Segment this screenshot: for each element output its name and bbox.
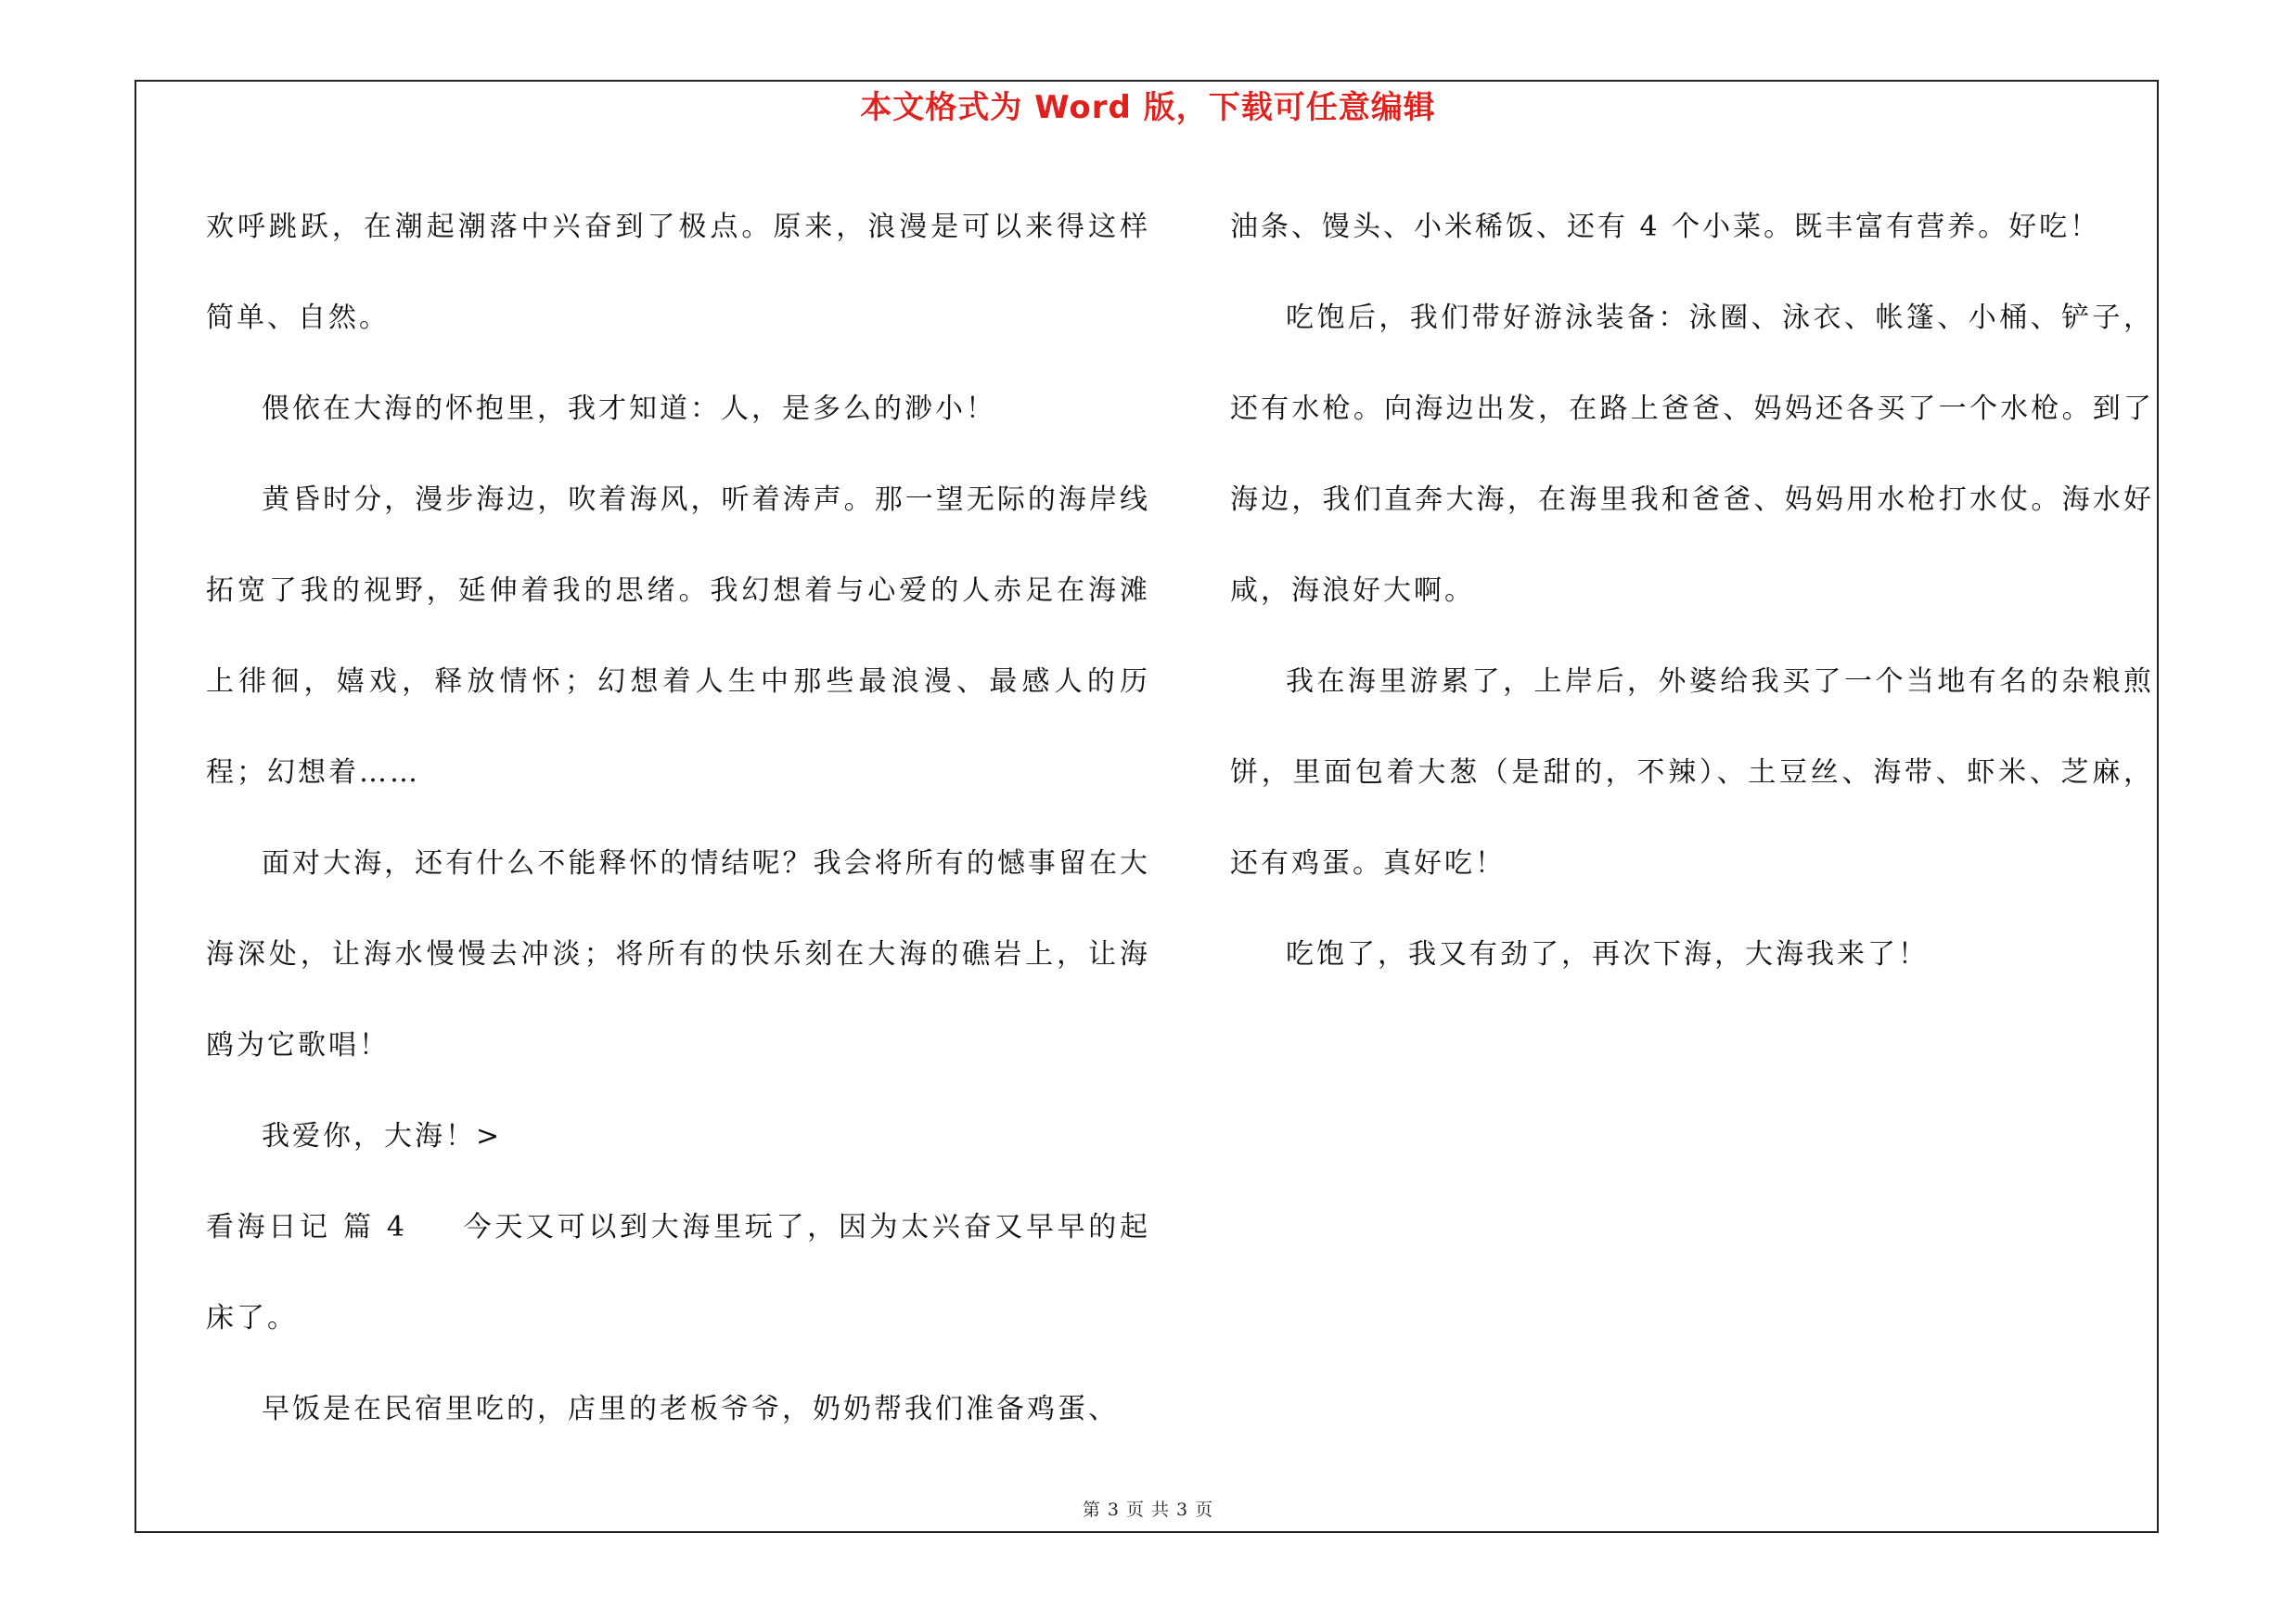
paragraph: 偎依在大海的怀抱里，我才知道：人，是多么的渺小！ — [262, 393, 996, 425]
paragraph: 吃饱后，我们带好游泳装备：泳圈、泳衣、帐篷、小桶、铲子，还有水枪。向海边出发，在路上爸爸、妈妈还各买了一个水枪。到了海边，我们直奔大海，在海里我和爸爸、妈妈用水枪打水仗。海水好咸，海浪好大啊。 — [1230, 302, 2154, 607]
paragraph: 黄昏时分，漫步海边，吹着海风，听着涛声。那一望无际的海岸线拓宽了我的视野，延伸着我的思绪。我幻想着与心爱的人赤足在海滩上徘徊，嬉戏，释放情怀；幻想着人生中那些最浪漫、最感人的历程；幻想着…… — [206, 483, 1150, 789]
paragraph: 吃饱了，我又有劲了，再次下海，大海我来了！ — [1286, 938, 1929, 971]
section-title: 看海日记 篇 4 — [206, 1211, 407, 1243]
page-number: 第 3 页 共 3 页 — [1082, 1500, 1214, 1520]
right-column — [1230, 182, 2154, 1000]
paragraph: 我在海里游累了，上岸后，外婆给我买了一个当地有名的杂粮煎饼，里面包着大葱（是甜的，不辣）、土豆丝、海带、虾米、芝麻，还有鸡蛋。真好吃！ — [1230, 665, 2154, 880]
left-column — [206, 182, 1150, 1455]
section-text: 今天又可以到大海里玩了，因为太兴奋又早早的起床了。 — [206, 1211, 1150, 1334]
section-paragraph — [206, 1182, 1150, 1364]
paragraph: 早饭是在民宿里吃的，店里的老板爷爷，奶奶帮我们准备鸡蛋、 — [262, 1393, 1119, 1425]
paragraph: 油条、馒头、小米稀饭、还有 4 个小菜。既丰富有营养。好吃！ — [1230, 211, 2101, 243]
paragraph: 我爱你，大海！> — [262, 1120, 503, 1153]
paragraph: 面对大海，还有什么不能释怀的情结呢？我会将所有的憾事留在大海深处，让海水慢慢去冲淡；将所有的快乐刻在大海的礁岩上，让海鸥为它歌唱！ — [206, 847, 1150, 1062]
format-notice: 本文格式为 Word 版，下载可任意编辑 — [860, 89, 1436, 126]
paragraph: 欢呼跳跃，在潮起潮落中兴奋到了极点。原来，浪漫是可以来得这样简单、自然。 — [206, 211, 1150, 334]
